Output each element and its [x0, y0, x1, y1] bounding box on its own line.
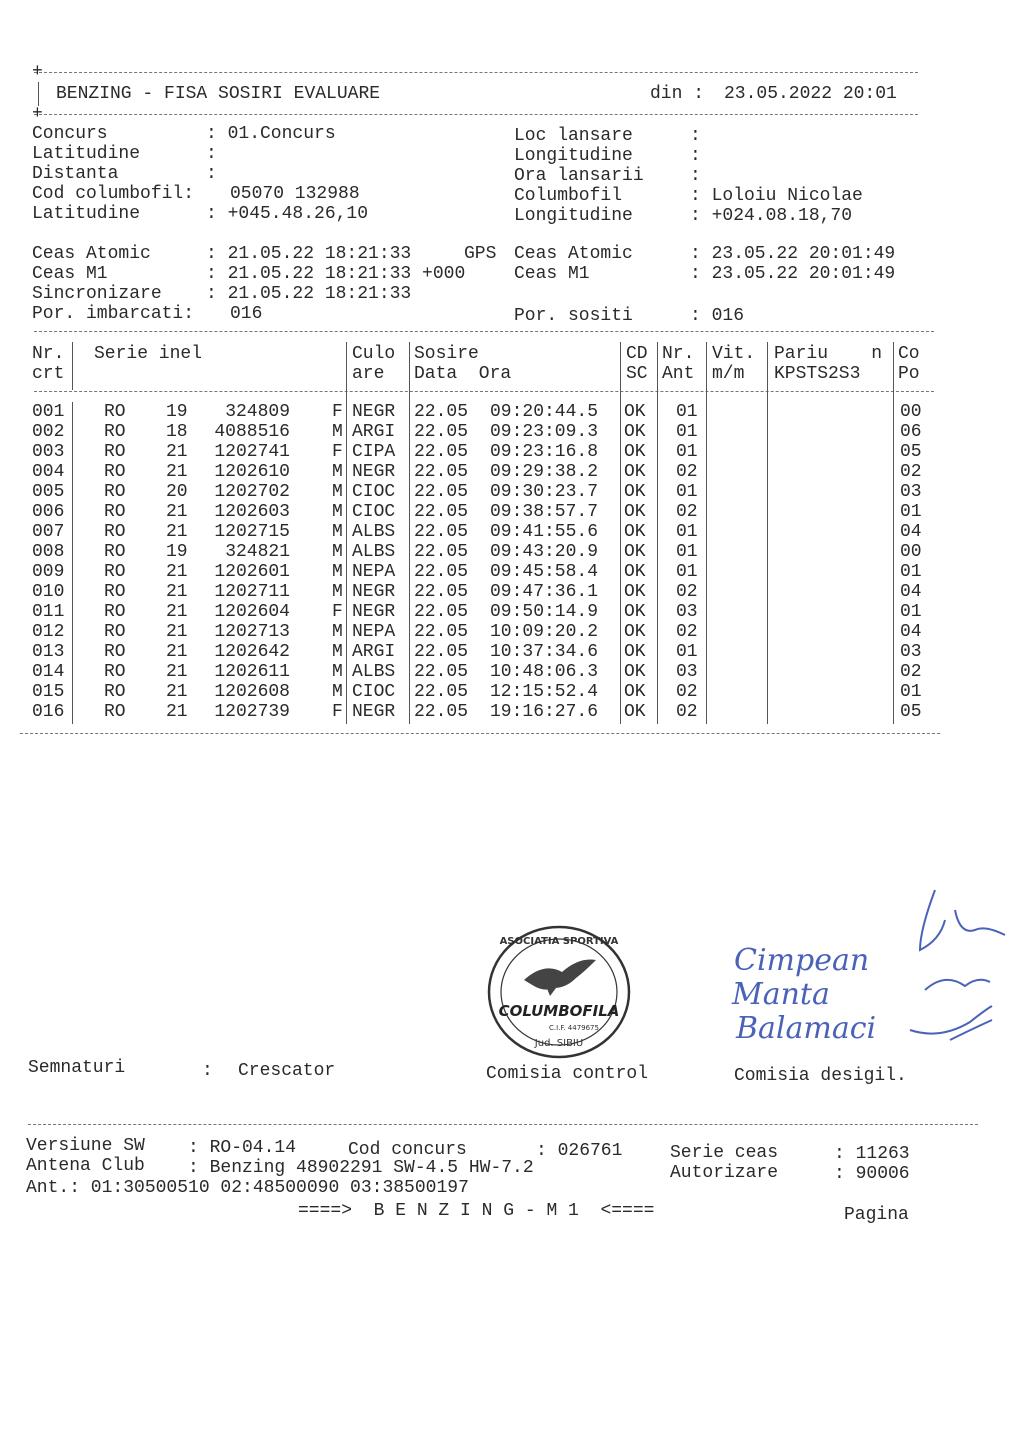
row-ant: 02	[676, 582, 698, 602]
row-nr: 002	[32, 422, 65, 442]
row-year: 21	[166, 602, 188, 622]
row-country: RO	[104, 502, 126, 522]
row-country: RO	[104, 602, 126, 622]
row-sex: M	[332, 562, 343, 582]
row-country: RO	[104, 542, 126, 562]
table-row	[0, 402, 1024, 422]
row-time: 09:30:23.7	[490, 482, 599, 502]
info-left-value: : 01.Concurs	[206, 124, 336, 144]
row-ring: 324821	[225, 542, 290, 562]
antenna-label: Antena Club	[26, 1156, 145, 1176]
row-year: 21	[166, 462, 188, 482]
signature-line-2: Manta	[732, 977, 830, 1012]
row-color: CIOC	[352, 682, 396, 702]
table-row	[0, 702, 1024, 722]
boarded-value: 016	[230, 304, 263, 324]
row-sex: M	[332, 622, 343, 642]
row-color: ALBS	[352, 542, 396, 562]
info-left-label: Distanta	[32, 164, 119, 184]
row-country: RO	[104, 442, 126, 462]
row-date: 22.05	[414, 622, 469, 642]
hdr-pariu: Pariu n	[774, 344, 883, 364]
m1-clock-label: Ceas M1	[32, 264, 108, 284]
row-time: 09:23:16.8	[490, 442, 599, 462]
hdr-nr: Nr.	[32, 344, 65, 364]
row-cd: OK	[624, 702, 646, 722]
hdr-sosire: Data Ora	[414, 364, 512, 384]
version-label: Versiune SW	[26, 1136, 145, 1156]
control-commission-label: Comisia control	[486, 1064, 649, 1084]
top-rule	[34, 72, 918, 73]
row-ant: 03	[676, 602, 698, 622]
row-date: 22.05	[414, 662, 469, 682]
row-country: RO	[104, 662, 126, 682]
row-ant: 02	[676, 702, 698, 722]
info-right-value: : +024.08.18,70	[690, 206, 853, 226]
row-ring: 1202711	[214, 582, 290, 602]
table-row	[0, 682, 1024, 702]
row-co: 01	[900, 502, 922, 522]
row-ant: 01	[676, 542, 698, 562]
info-left-value: :	[206, 144, 217, 164]
contest-code-value: : 026761	[536, 1141, 623, 1161]
sync-label: Sincronizare	[32, 284, 162, 304]
row-ant: 02	[676, 682, 698, 702]
antenna-value: : Benzing 48902291 SW-4.5 HW-7.2	[188, 1158, 534, 1178]
table-row	[0, 462, 1024, 482]
unseal-commission-label: Comisia desigil.	[734, 1066, 907, 1086]
row-nr: 013	[32, 642, 65, 662]
table-row	[0, 442, 1024, 462]
hdr-nrant: Ant	[662, 364, 695, 384]
sync-value: : 21.05.22 18:21:33	[206, 284, 412, 304]
row-co: 04	[900, 622, 922, 642]
hdr-co: Po	[898, 364, 920, 384]
row-time: 10:09:20.2	[490, 622, 599, 642]
row-time: 09:29:38.2	[490, 462, 599, 482]
info-left-value: : +045.48.26,10	[206, 204, 369, 224]
row-co: 01	[900, 562, 922, 582]
authorization-value: : 90006	[834, 1164, 910, 1184]
row-date: 22.05	[414, 682, 469, 702]
row-cd: OK	[624, 602, 646, 622]
row-ring: 1202604	[214, 602, 290, 622]
clock-serial-value: : 11263	[834, 1144, 910, 1164]
row-sex: F	[332, 602, 343, 622]
table-top-rule	[34, 331, 934, 332]
row-ring: 324809	[225, 402, 290, 422]
date-label: din :	[650, 84, 705, 104]
info-right-value: :	[690, 166, 701, 186]
row-ant: 01	[676, 442, 698, 462]
row-sex: M	[332, 662, 343, 682]
row-time: 09:20:44.5	[490, 402, 599, 422]
row-cd: OK	[624, 542, 646, 562]
version-value: : RO-04.14	[188, 1138, 297, 1158]
gps-label: GPS	[464, 244, 497, 264]
row-date: 22.05	[414, 542, 469, 562]
row-ring: 1202715	[214, 522, 290, 542]
row-nr: 001	[32, 402, 65, 422]
row-nr: 015	[32, 682, 65, 702]
row-sex: F	[332, 702, 343, 722]
row-date: 22.05	[414, 402, 469, 422]
row-color: ARGI	[352, 642, 396, 662]
row-ant: 01	[676, 562, 698, 582]
table-row	[0, 582, 1024, 602]
atomic-clock-right-label: Ceas Atomic	[514, 244, 633, 264]
hdr-sosire: Sosire	[414, 344, 479, 364]
row-sex: F	[332, 442, 343, 462]
info-left-label: Cod columbofil:	[32, 184, 195, 204]
row-year: 18	[166, 422, 188, 442]
m1-clock-right-value: : 23.05.22 20:01:49	[690, 264, 896, 284]
row-nr: 010	[32, 582, 65, 602]
row-cd: OK	[624, 522, 646, 542]
row-sex: M	[332, 522, 343, 542]
row-cd: OK	[624, 642, 646, 662]
row-sex: M	[332, 482, 343, 502]
row-co: 01	[900, 682, 922, 702]
row-color: CIPA	[352, 442, 396, 462]
signature-line-1: Cimpean	[734, 943, 870, 978]
row-ring: 1202642	[214, 642, 290, 662]
info-left-value: :	[206, 164, 217, 184]
row-nr: 014	[32, 662, 65, 682]
header-left-border	[38, 82, 39, 106]
table-row	[0, 622, 1024, 642]
info-left-label: Concurs	[32, 124, 108, 144]
row-cd: OK	[624, 622, 646, 642]
row-ant: 01	[676, 522, 698, 542]
row-ant: 01	[676, 402, 698, 422]
row-date: 22.05	[414, 482, 469, 502]
row-date: 22.05	[414, 522, 469, 542]
info-right-value: : Loloiu Nicolae	[690, 186, 863, 206]
row-co: 00	[900, 402, 922, 422]
row-cd: OK	[624, 402, 646, 422]
row-co: 01	[900, 602, 922, 622]
signatures-colon: :	[202, 1061, 213, 1081]
col-sep-1-head	[72, 342, 73, 390]
row-country: RO	[104, 562, 126, 582]
table-row	[0, 482, 1024, 502]
row-time: 09:50:14.9	[490, 602, 599, 622]
hdr-vit: m/m	[712, 364, 745, 384]
row-ring: 1202702	[214, 482, 290, 502]
header-rule-plus: +	[32, 104, 43, 124]
stamp-bottom-text: Jud. SIBIU	[534, 1038, 584, 1049]
row-nr: 004	[32, 462, 65, 482]
row-ant: 03	[676, 662, 698, 682]
club-stamp	[484, 922, 634, 1062]
row-ring: 1202739	[214, 702, 290, 722]
antenna-list: Ant.: 01:30500510 02:48500090 03:38500197	[26, 1178, 469, 1198]
row-nr: 005	[32, 482, 65, 502]
row-color: NEGR	[352, 602, 396, 622]
top-rule-plus: +	[32, 62, 43, 82]
report-title: BENZING - FISA SOSIRI EVALUARE	[56, 84, 381, 104]
hdr-culoare: are	[352, 364, 385, 384]
row-co: 04	[900, 582, 922, 602]
row-year: 19	[166, 542, 188, 562]
hdr-serie: Serie inel	[94, 344, 203, 364]
row-year: 21	[166, 582, 188, 602]
row-time: 09:23:09.3	[490, 422, 599, 442]
row-time: 10:48:06.3	[490, 662, 599, 682]
boarded-label: Por. imbarcati:	[32, 304, 195, 324]
row-co: 02	[900, 462, 922, 482]
table-row	[0, 522, 1024, 542]
row-date: 22.05	[414, 582, 469, 602]
row-color: NEPA	[352, 562, 396, 582]
row-ant: 01	[676, 642, 698, 662]
row-nr: 008	[32, 542, 65, 562]
row-ring: 1202608	[214, 682, 290, 702]
hdr-vit: Vit.	[712, 344, 756, 364]
row-year: 21	[166, 702, 188, 722]
row-sex: M	[332, 462, 343, 482]
header-bottom-rule	[34, 114, 918, 115]
row-time: 19:16:27.6	[490, 702, 599, 722]
row-cd: OK	[624, 442, 646, 462]
row-co: 03	[900, 642, 922, 662]
stamp-main-text: COLUMBOFILA	[498, 1002, 620, 1020]
authorization-label: Autorizare	[670, 1163, 779, 1183]
row-cd: OK	[624, 662, 646, 682]
row-cd: OK	[624, 482, 646, 502]
row-color: NEGR	[352, 462, 396, 482]
hdr-cdsc: SC	[626, 364, 648, 384]
page-label: Pagina	[844, 1205, 909, 1225]
table-row	[0, 562, 1024, 582]
row-country: RO	[104, 522, 126, 542]
row-date: 22.05	[414, 642, 469, 662]
info-right-label: Ora lansarii	[514, 166, 644, 186]
row-ant: 02	[676, 462, 698, 482]
table-row	[0, 602, 1024, 622]
atomic-clock-value: : 21.05.22 18:21:33	[206, 244, 412, 264]
row-co: 00	[900, 542, 922, 562]
row-year: 21	[166, 562, 188, 582]
arrived-value: : 016	[690, 306, 745, 326]
handwritten-signatures	[730, 880, 1020, 1060]
info-right-label: Longitudine	[514, 206, 633, 226]
row-country: RO	[104, 582, 126, 602]
row-cd: OK	[624, 562, 646, 582]
row-color: NEPA	[352, 622, 396, 642]
row-country: RO	[104, 702, 126, 722]
row-co: 02	[900, 662, 922, 682]
benzing-banner: ====> B E N Z I N G - M 1 <====	[298, 1201, 655, 1221]
row-year: 21	[166, 442, 188, 462]
grower-label: Crescator	[238, 1061, 336, 1081]
row-color: CIOC	[352, 502, 396, 522]
stamp-top-text: ASOCIATIA SPORTIVA	[499, 936, 619, 947]
row-sex: M	[332, 582, 343, 602]
row-nr: 007	[32, 522, 65, 542]
row-date: 22.05	[414, 702, 469, 722]
table-header-rule	[34, 391, 934, 392]
row-country: RO	[104, 642, 126, 662]
row-ring: 1202713	[214, 622, 290, 642]
row-cd: OK	[624, 462, 646, 482]
row-co: 06	[900, 422, 922, 442]
row-ring: 4088516	[214, 422, 290, 442]
row-ring: 1202611	[214, 662, 290, 682]
row-country: RO	[104, 482, 126, 502]
row-nr: 012	[32, 622, 65, 642]
row-country: RO	[104, 622, 126, 642]
footer-rule	[28, 1124, 978, 1125]
row-color: NEGR	[352, 702, 396, 722]
row-ant: 01	[676, 482, 698, 502]
row-country: RO	[104, 422, 126, 442]
row-country: RO	[104, 402, 126, 422]
row-ring: 1202603	[214, 502, 290, 522]
row-sex: M	[332, 642, 343, 662]
m1-clock-right-label: Ceas M1	[514, 264, 590, 284]
row-date: 22.05	[414, 562, 469, 582]
row-date: 22.05	[414, 442, 469, 462]
table-row	[0, 662, 1024, 682]
info-right-label: Columbofil	[514, 186, 623, 206]
row-cd: OK	[624, 502, 646, 522]
row-color: NEGR	[352, 402, 396, 422]
row-time: 10:37:34.6	[490, 642, 599, 662]
table-row	[0, 542, 1024, 562]
row-date: 22.05	[414, 462, 469, 482]
hdr-co: Co	[898, 344, 920, 364]
clock-serial-label: Serie ceas	[670, 1143, 779, 1163]
info-left-value: 05070 132988	[230, 184, 360, 204]
row-sex: F	[332, 402, 343, 422]
stamp-cif: C.I.F. 4479675	[549, 1024, 599, 1032]
atomic-clock-label: Ceas Atomic	[32, 244, 151, 264]
row-co: 05	[900, 702, 922, 722]
row-year: 21	[166, 662, 188, 682]
row-cd: OK	[624, 422, 646, 442]
table-bottom-rule	[20, 733, 940, 734]
row-nr: 009	[32, 562, 65, 582]
row-year: 21	[166, 622, 188, 642]
row-time: 09:38:57.7	[490, 502, 599, 522]
row-cd: OK	[624, 582, 646, 602]
row-color: CIOC	[352, 482, 396, 502]
atomic-clock-right-value: : 23.05.22 20:01:49	[690, 244, 896, 264]
info-right-value: :	[690, 126, 701, 146]
info-left-label: Latitudine	[32, 204, 141, 224]
row-nr: 016	[32, 702, 65, 722]
row-year: 21	[166, 522, 188, 542]
row-country: RO	[104, 462, 126, 482]
row-sex: M	[332, 682, 343, 702]
row-sex: M	[332, 542, 343, 562]
table-row	[0, 642, 1024, 662]
row-cd: OK	[624, 682, 646, 702]
row-ant: 02	[676, 622, 698, 642]
row-year: 21	[166, 642, 188, 662]
row-color: ARGI	[352, 422, 396, 442]
hdr-nrant: Nr.	[662, 344, 695, 364]
info-right-label: Loc lansare	[514, 126, 633, 146]
row-year: 20	[166, 482, 188, 502]
table-row	[0, 502, 1024, 522]
row-nr: 011	[32, 602, 65, 622]
row-color: NEGR	[352, 582, 396, 602]
row-co: 04	[900, 522, 922, 542]
arrived-label: Por. sositi	[514, 306, 633, 326]
hdr-pariu: KPSTS2S3	[774, 364, 861, 384]
row-color: ALBS	[352, 662, 396, 682]
row-time: 12:15:52.4	[490, 682, 599, 702]
hdr-nr: crt	[32, 364, 65, 384]
row-co: 03	[900, 482, 922, 502]
info-right-value: :	[690, 146, 701, 166]
table-row	[0, 422, 1024, 442]
row-sex: M	[332, 422, 343, 442]
row-ring: 1202610	[214, 462, 290, 482]
row-ring: 1202741	[214, 442, 290, 462]
row-date: 22.05	[414, 602, 469, 622]
row-co: 05	[900, 442, 922, 462]
row-time: 09:41:55.6	[490, 522, 599, 542]
hdr-cdsc: CD	[626, 344, 648, 364]
info-right-label: Longitudine	[514, 146, 633, 166]
row-date: 22.05	[414, 422, 469, 442]
row-year: 21	[166, 682, 188, 702]
row-ant: 01	[676, 422, 698, 442]
contest-code-label: Cod concurs	[348, 1140, 467, 1160]
row-year: 21	[166, 502, 188, 522]
row-country: RO	[104, 682, 126, 702]
row-sex: M	[332, 502, 343, 522]
signatures-label: Semnaturi	[28, 1058, 126, 1078]
row-time: 09:43:20.9	[490, 542, 599, 562]
m1-clock-value: : 21.05.22 18:21:33 +000	[206, 264, 466, 284]
row-ant: 02	[676, 502, 698, 522]
row-ring: 1202601	[214, 562, 290, 582]
row-nr: 006	[32, 502, 65, 522]
report-date: 23.05.2022 20:01	[724, 84, 897, 104]
row-time: 09:45:58.4	[490, 562, 599, 582]
row-year: 19	[166, 402, 188, 422]
row-nr: 003	[32, 442, 65, 462]
row-color: ALBS	[352, 522, 396, 542]
row-date: 22.05	[414, 502, 469, 522]
hdr-culoare: Culo	[352, 344, 396, 364]
signature-line-3: Balamaci	[736, 1011, 877, 1046]
info-left-label: Latitudine	[32, 144, 141, 164]
row-time: 09:47:36.1	[490, 582, 599, 602]
